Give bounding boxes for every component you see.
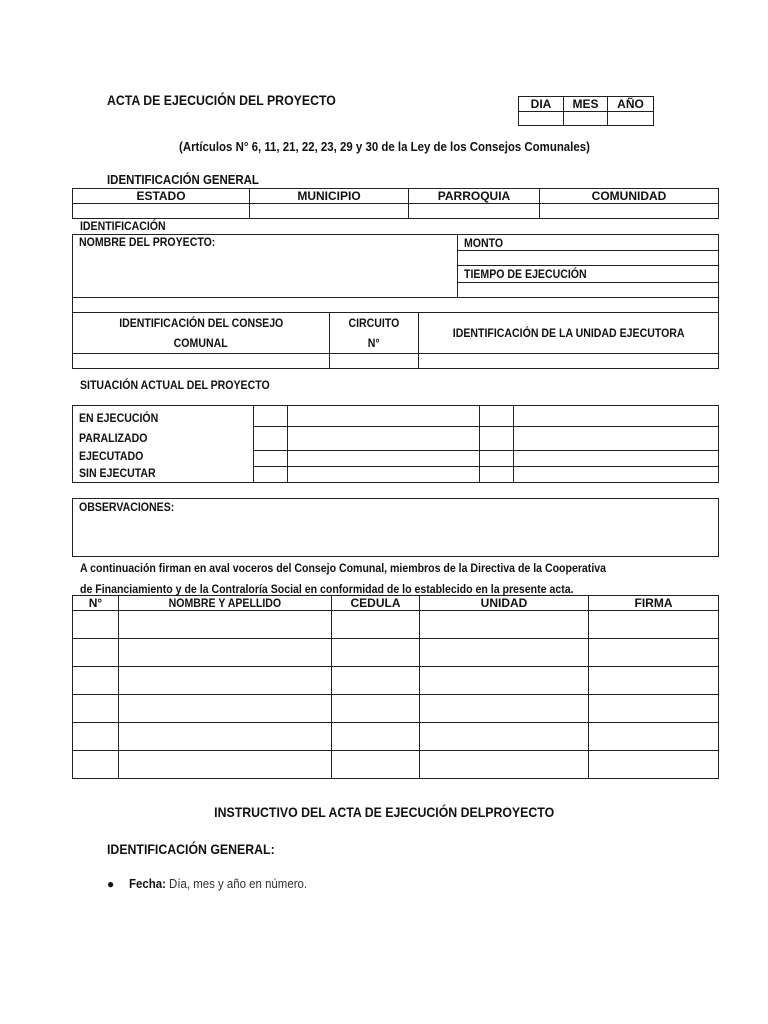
parroquia-field[interactable] bbox=[409, 204, 540, 219]
check-field[interactable] bbox=[288, 450, 480, 466]
cell[interactable] bbox=[332, 695, 420, 723]
tiempo-ejecucion-label: TIEMPO DE EJECUCIÓN bbox=[458, 266, 719, 283]
col-cedula: CEDULA bbox=[332, 596, 420, 611]
date-header-mes: MES bbox=[564, 97, 608, 112]
table-row bbox=[73, 751, 719, 779]
col-unidad: UNIDAD bbox=[420, 596, 589, 611]
cell[interactable] bbox=[589, 751, 719, 779]
unidad-ejecutora-field[interactable] bbox=[419, 354, 719, 369]
cell[interactable] bbox=[420, 751, 589, 779]
date-box bbox=[518, 96, 654, 126]
check-box[interactable] bbox=[480, 406, 514, 427]
bullet-label: Fecha: bbox=[129, 876, 166, 891]
cell[interactable] bbox=[73, 751, 119, 779]
check-field[interactable] bbox=[288, 466, 480, 482]
identificacion-heading: IDENTIFICACIÓN bbox=[80, 219, 166, 233]
cell[interactable] bbox=[73, 639, 119, 667]
cell[interactable] bbox=[332, 611, 420, 639]
instructivo-title: INSTRUCTIVO DEL ACTA DE EJECUCIÓN DELPROYECTO bbox=[214, 804, 554, 820]
cell[interactable] bbox=[420, 723, 589, 751]
cell[interactable] bbox=[420, 695, 589, 723]
cell[interactable] bbox=[119, 723, 332, 751]
nombre-proyecto-cell[interactable]: NOMBRE DEL PROYECTO: bbox=[73, 235, 458, 298]
col-firma: FIRMA bbox=[589, 596, 719, 611]
cell[interactable] bbox=[332, 723, 420, 751]
consejo-comunal-header: IDENTIFICACIÓN DEL CONSEJO COMUNAL bbox=[73, 313, 330, 354]
date-field-ano[interactable] bbox=[608, 112, 654, 126]
cell[interactable] bbox=[420, 611, 589, 639]
cell[interactable] bbox=[73, 667, 119, 695]
table-row bbox=[73, 667, 719, 695]
cell[interactable] bbox=[332, 639, 420, 667]
date-header-ano: AÑO bbox=[608, 97, 654, 112]
observaciones-field[interactable]: OBSERVACIONES: bbox=[73, 499, 719, 557]
monto-field[interactable] bbox=[458, 251, 719, 266]
cell[interactable] bbox=[589, 695, 719, 723]
bullet-icon: ● bbox=[107, 876, 115, 891]
instructivo-heading: IDENTIFICACIÓN GENERAL: bbox=[107, 841, 275, 857]
identificacion-blank-row[interactable] bbox=[73, 298, 719, 313]
monto-label: MONTO bbox=[458, 235, 719, 251]
comunidad-field[interactable] bbox=[540, 204, 719, 219]
date-header-dia: DIA bbox=[519, 97, 564, 112]
option-paralizado: PARALIZADO bbox=[79, 431, 148, 445]
municipio-field[interactable] bbox=[250, 204, 409, 219]
general-heading: IDENTIFICACIÓN GENERAL bbox=[107, 172, 259, 187]
cell[interactable] bbox=[119, 611, 332, 639]
cell[interactable] bbox=[119, 667, 332, 695]
cell[interactable] bbox=[589, 667, 719, 695]
col-estado: ESTADO bbox=[73, 189, 250, 204]
page-title: ACTA DE EJECUCIÓN DEL PROYECTO bbox=[107, 92, 336, 108]
cell[interactable] bbox=[73, 611, 119, 639]
check-box[interactable] bbox=[254, 450, 288, 466]
cell[interactable] bbox=[73, 695, 119, 723]
check-field[interactable] bbox=[288, 406, 480, 427]
col-parroquia: PARROQUIA bbox=[409, 189, 540, 204]
general-table bbox=[72, 188, 719, 219]
date-field-mes[interactable] bbox=[564, 112, 608, 126]
cell[interactable] bbox=[420, 667, 589, 695]
tiempo-ejecucion-field[interactable] bbox=[458, 283, 719, 298]
situacion-options bbox=[73, 406, 254, 483]
bullet-text: Día, mes y año en número. bbox=[165, 876, 308, 891]
check-field[interactable] bbox=[288, 427, 480, 450]
option-sin-ejecutar: SIN EJECUTAR bbox=[79, 466, 156, 480]
check-field[interactable] bbox=[514, 406, 719, 427]
consejo-table bbox=[72, 312, 719, 369]
cell[interactable] bbox=[119, 751, 332, 779]
estado-field[interactable] bbox=[73, 204, 250, 219]
check-box[interactable] bbox=[480, 466, 514, 482]
option-en-ejecucion: EN EJECUCIÓN bbox=[79, 411, 159, 425]
circuito-field[interactable] bbox=[330, 354, 419, 369]
cell[interactable] bbox=[332, 751, 420, 779]
instructivo-bullet bbox=[107, 876, 331, 891]
observaciones-table bbox=[72, 498, 719, 557]
col-municipio: MUNICIPIO bbox=[250, 189, 409, 204]
cell[interactable] bbox=[589, 639, 719, 667]
aval-text: A continuación firman en aval voceros del Consejo Comunal, miembros de la Directiva de la Cooperativa de Financiamiento y de la Contraloría Social en conformidad de lo establecido en la presente acta. bbox=[80, 561, 607, 596]
check-field[interactable] bbox=[514, 466, 719, 482]
table-row bbox=[73, 611, 719, 639]
cell[interactable] bbox=[73, 723, 119, 751]
unidad-ejecutora-header: IDENTIFICACIÓN DE LA UNIDAD EJECUTORA bbox=[419, 313, 719, 354]
table-row bbox=[73, 695, 719, 723]
cell[interactable] bbox=[119, 639, 332, 667]
page-subtitle: (Artículos N° 6, 11, 21, 22, 23, 29 y 30 de la Ley de los Consejos Comunales) bbox=[178, 139, 590, 154]
check-box[interactable] bbox=[254, 466, 288, 482]
check-box[interactable] bbox=[254, 427, 288, 450]
check-box[interactable] bbox=[480, 450, 514, 466]
option-ejecutado: EJECUTADO bbox=[79, 449, 144, 463]
check-field[interactable] bbox=[514, 427, 719, 450]
table-row bbox=[73, 723, 719, 751]
col-comunidad: COMUNIDAD bbox=[540, 189, 719, 204]
check-box[interactable] bbox=[254, 406, 288, 427]
table-row bbox=[73, 639, 719, 667]
col-nombre-apellido: NOMBRE Y APELLIDO bbox=[119, 596, 332, 611]
col-numero: N° bbox=[73, 596, 119, 611]
circuito-header: CIRCUITO N° bbox=[330, 313, 419, 354]
cell[interactable] bbox=[589, 611, 719, 639]
check-box[interactable] bbox=[480, 427, 514, 450]
date-field-dia[interactable] bbox=[519, 112, 564, 126]
cell[interactable] bbox=[332, 667, 420, 695]
firmas-table bbox=[72, 595, 719, 779]
consejo-comunal-field[interactable] bbox=[73, 354, 330, 369]
situacion-heading: SITUACIÓN ACTUAL DEL PROYECTO bbox=[80, 378, 270, 392]
cell[interactable] bbox=[420, 639, 589, 667]
check-field[interactable] bbox=[514, 450, 719, 466]
identificacion-table bbox=[72, 234, 719, 313]
cell[interactable] bbox=[589, 723, 719, 751]
cell[interactable] bbox=[119, 695, 332, 723]
situacion-table bbox=[72, 405, 719, 483]
